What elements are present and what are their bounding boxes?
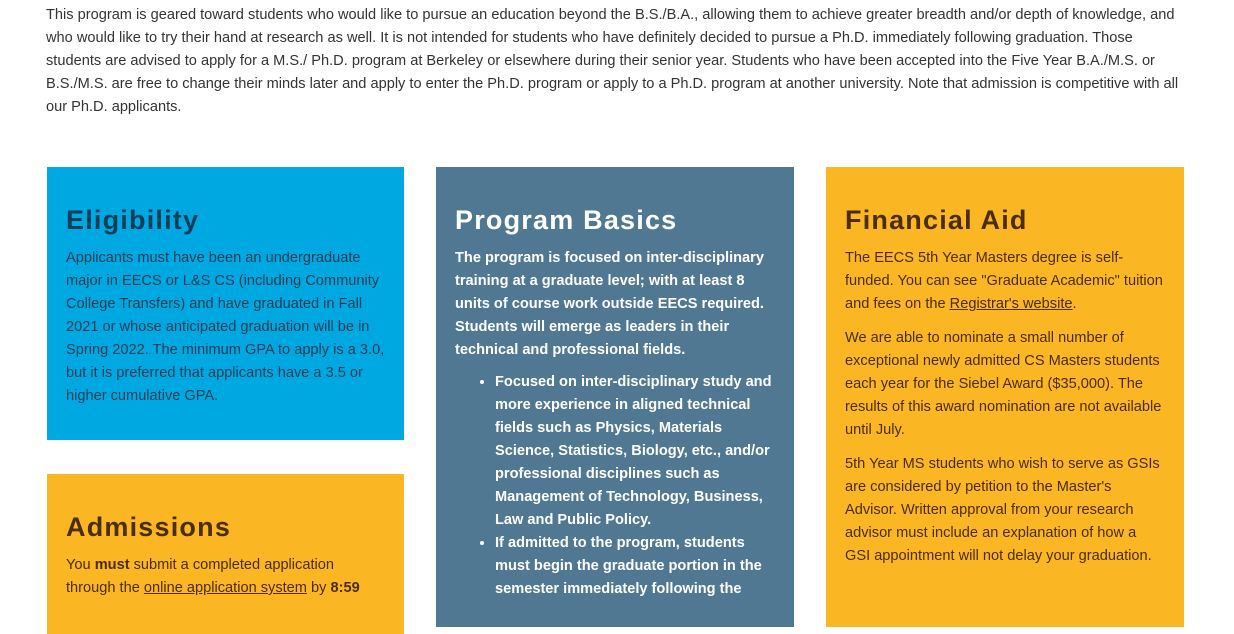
financial-aid-p2: We are able to nominate a small number of exceptional newly admitted CS Masters students each year for the Siebel Award ($35,000). The results of this award nomination are not available until July. — [845, 330, 1162, 438]
registrar-website-link[interactable]: Registrar's website — [949, 296, 1073, 312]
program-basics-card — [436, 167, 794, 627]
admissions-text-2: submit a completed application through the — [66, 557, 334, 596]
admissions-text-1: You — [66, 557, 95, 573]
financial-aid-p3: 5th Year MS students who wish to serve as GSIs are considered by petition to the Master's Advisor. Written approval from your research advisor must include an explanation of how a GSI appointment will not delay your graduation. — [845, 456, 1160, 564]
financial-aid-p1 — [845, 247, 1165, 316]
admissions-text-3: by — [306, 580, 331, 596]
admissions-title: Admissions — [66, 512, 232, 542]
admissions-deadline: 8:59 — [330, 580, 360, 596]
intro-paragraph: This program is geared toward students who would like to pursue an education beyond the B.S./B.A., allowing them to achieve greater breadth and/or depth of knowledge, and who would like to try their hand at research as well. It is not intended for students who have definitely decided to pursue a Ph.D. immediately following graduation. Those students are advised to apply for a M.S./ Ph.D. program at Berkeley or elsewhere during their senior year. Students who have been accepted into the Five Year B.A./M.S. or B.S./M.S. are free to change their minds later and apply to enter the Ph.D. program or apply to a Ph.D. program at another university. Note that admission is competitive with all our Ph.D. applicants. — [46, 7, 1179, 115]
program-basics-intro: The program is focused on inter-disciplinary training at a graduate level; with at least 8 units of course work outside EECS required. Students will emerge as leaders in their technical and professional fields. — [455, 250, 764, 358]
financial-aid-p1-end: . — [1072, 296, 1077, 312]
program-basics-title: Program Basics — [455, 205, 678, 235]
online-application-link[interactable]: online application system — [143, 580, 307, 596]
list-item: • Focused on inter-disciplinary study and more experience in aligned technical fields such as Physics, Materials Science, Statistics, Biology, etc., and/or professional disciplines such as Management of Technology, Business, Law and Public Policy. — [495, 371, 775, 532]
admissions-body — [66, 554, 385, 600]
eligibility-body: Applicants must have been an undergraduate major in EECS or L&S CS (including Community College Transfers) and have graduated in Fall 2021 or whose anticipated graduation will be in Spring 2022. The minimum GPA to apply is a 3.0, but it is preferred that applicants have a 3.5 or higher cumulative GPA. — [66, 250, 385, 404]
admissions-must: must — [94, 557, 130, 573]
financial-aid-title: Financial Aid — [845, 205, 1028, 235]
financial-aid-card — [826, 167, 1184, 627]
list-item: • If admitted to the program, students must begin the graduate portion in the semester immediately following the — [495, 532, 775, 601]
program-basics-list — [455, 371, 775, 601]
financial-aid-p1-text: The EECS 5th Year Masters degree is self-funded. You can see "Graduate Academic" tuition and fees on the — [845, 250, 1163, 312]
admissions-card — [47, 474, 404, 634]
eligibility-title: Eligibility — [66, 205, 200, 235]
eligibility-card — [47, 167, 404, 440]
